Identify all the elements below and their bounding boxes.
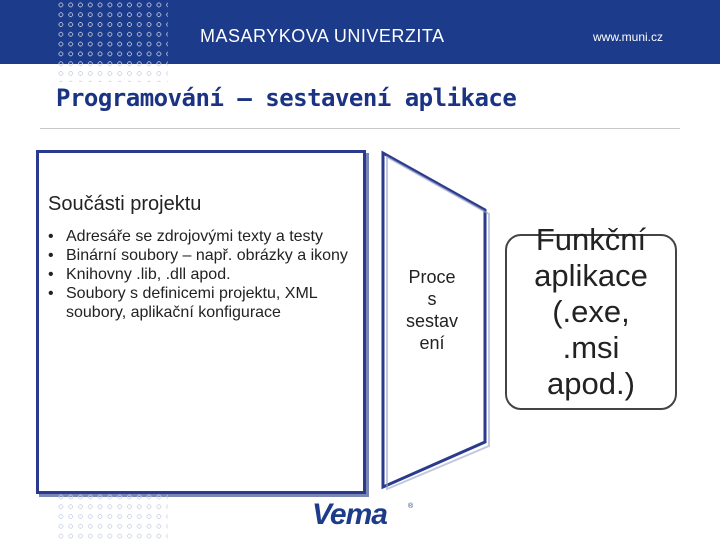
slide-title: Programování – sestavení aplikace: [56, 84, 517, 112]
list-item: • Binární soubory – např. obrázky a ikony: [48, 246, 358, 265]
process-line: Proce: [408, 267, 456, 287]
bullet-list: [48, 227, 358, 322]
project-components-box: [36, 150, 366, 494]
list-item: • Adresáře se zdrojovými texty a testy: [48, 227, 358, 246]
result-line: apod.): [547, 366, 635, 401]
university-name: MASARYKOVA UNIVERZITA: [200, 26, 445, 46]
result-line: .msi: [562, 330, 620, 365]
dot-pattern-top: [56, 0, 168, 82]
svg-text:®: ®: [408, 503, 414, 510]
process-label: [392, 266, 472, 354]
dot-pattern-bottom: [56, 492, 168, 540]
university-url: www.muni.cz: [593, 30, 664, 44]
result-line: Funkční: [535, 222, 647, 257]
list-item: • Soubory s definicemi projektu, XML soubory, aplikační konfigurace: [48, 284, 358, 322]
box-heading: Součásti projektu: [48, 193, 202, 215]
result-line: aplikace: [534, 258, 648, 293]
title-divider: [40, 128, 680, 129]
process-line: sestav: [405, 311, 459, 331]
list-item: • Knihovny .lib, .dll apod.: [48, 265, 358, 284]
process-line: ení: [419, 333, 445, 353]
svg-text:Vema: Vema: [312, 498, 387, 530]
vema-logo: [310, 494, 420, 530]
process-line: s: [427, 289, 437, 309]
result-line: (.exe,: [552, 294, 630, 329]
result-label: [505, 222, 677, 402]
